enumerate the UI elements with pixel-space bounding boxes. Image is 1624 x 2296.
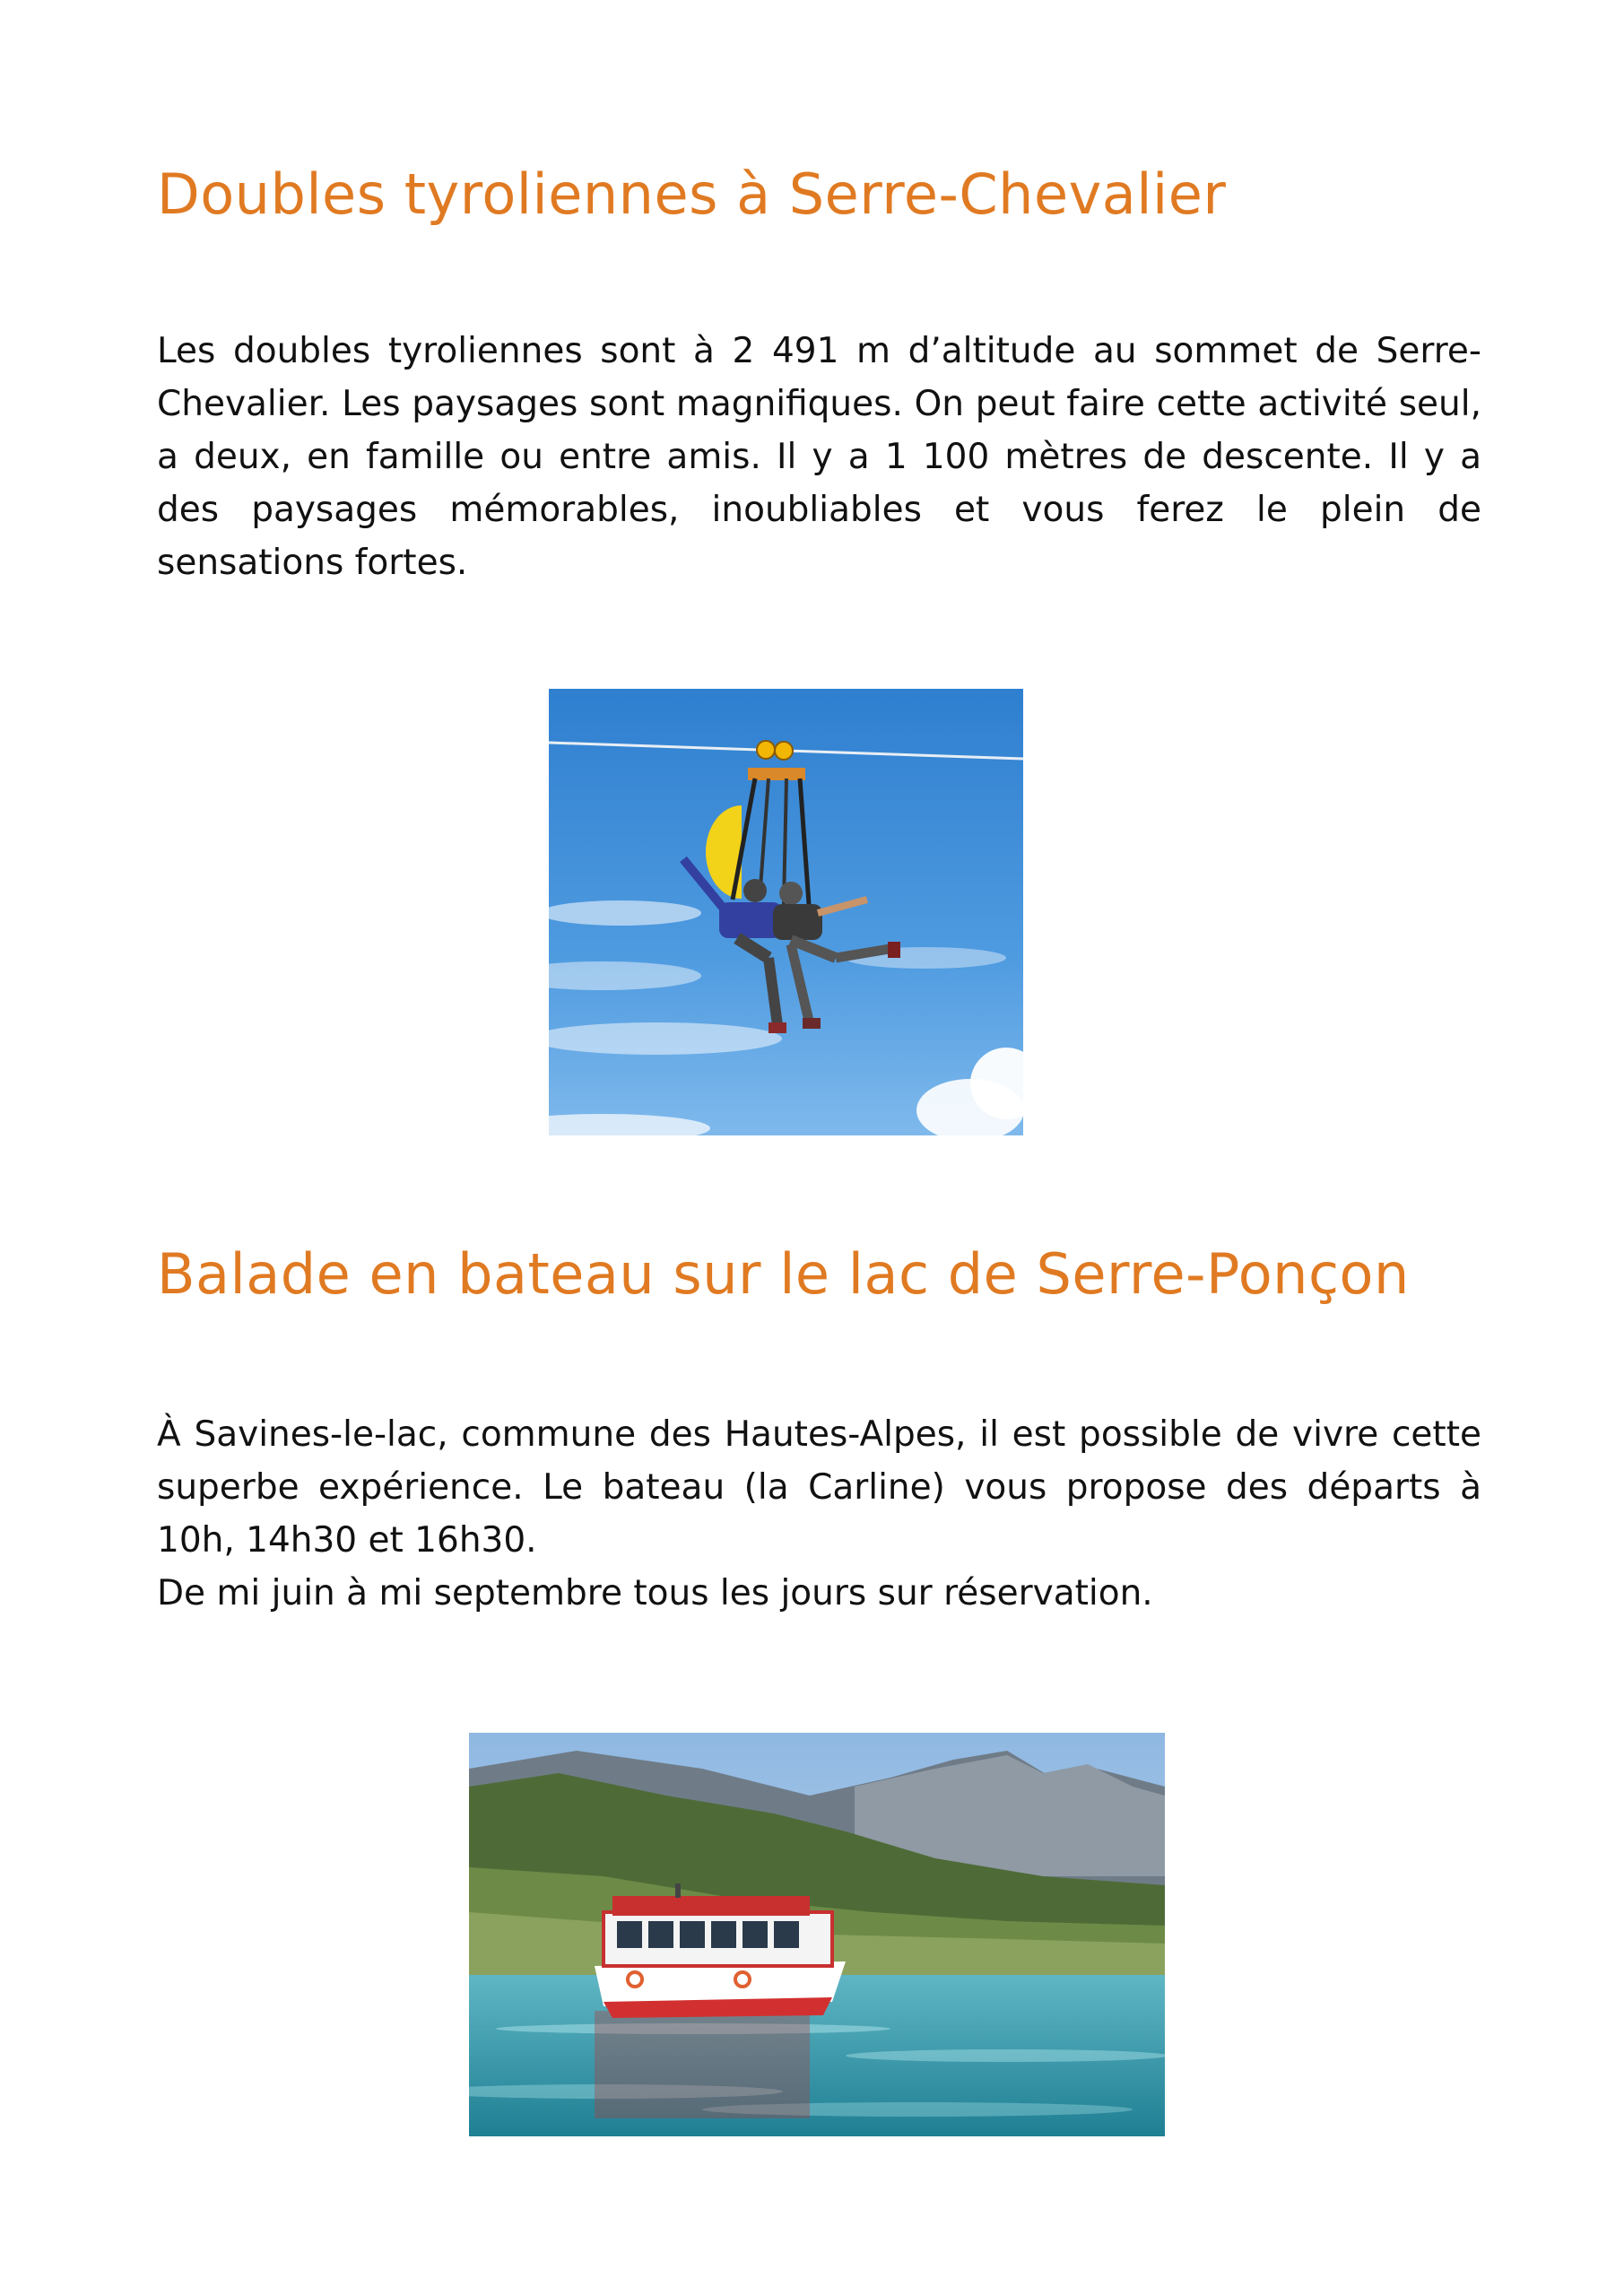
boat-trip-paragraph: À Savines-le-lac, commune des Hautes-Alpes, il est possible de vivre cette superbe expérience. Le bateau (la Carline) vous propose des départs à 10h, 14h30 et 16h30. <box>157 1414 1481 1561</box>
zipline-paragraph: Les doubles tyroliennes sont à 2 491 m d’altitude au sommet de Serre-Chevalier. Les paysages sont magnifiques. On peut faire cette activité seul, a deux, en famille ou entre amis. Il y a 1 100 mètres de descente. Il y a des paysages mémorables, inoubliables et vous ferez le plein de sensations fortes. <box>157 331 1481 583</box>
boat-photo <box>469 1733 1165 2136</box>
boat-illustration <box>469 1733 1165 2136</box>
zipline-photo <box>549 689 1023 1135</box>
zipline-description <box>157 325 1481 589</box>
section-title-boat-trip: Balade en bateau sur le lac de Serre-Ponçon <box>157 1241 1410 1307</box>
section-title-zipline: Doubles tyroliennes à Serre-Chevalier <box>157 161 1227 227</box>
zipline-illustration <box>549 689 1023 1135</box>
boat-trip-schedule: De mi juin à mi septembre tous les jours sur réservation. <box>157 1573 1153 1613</box>
boat-trip-description <box>157 1408 1481 1620</box>
